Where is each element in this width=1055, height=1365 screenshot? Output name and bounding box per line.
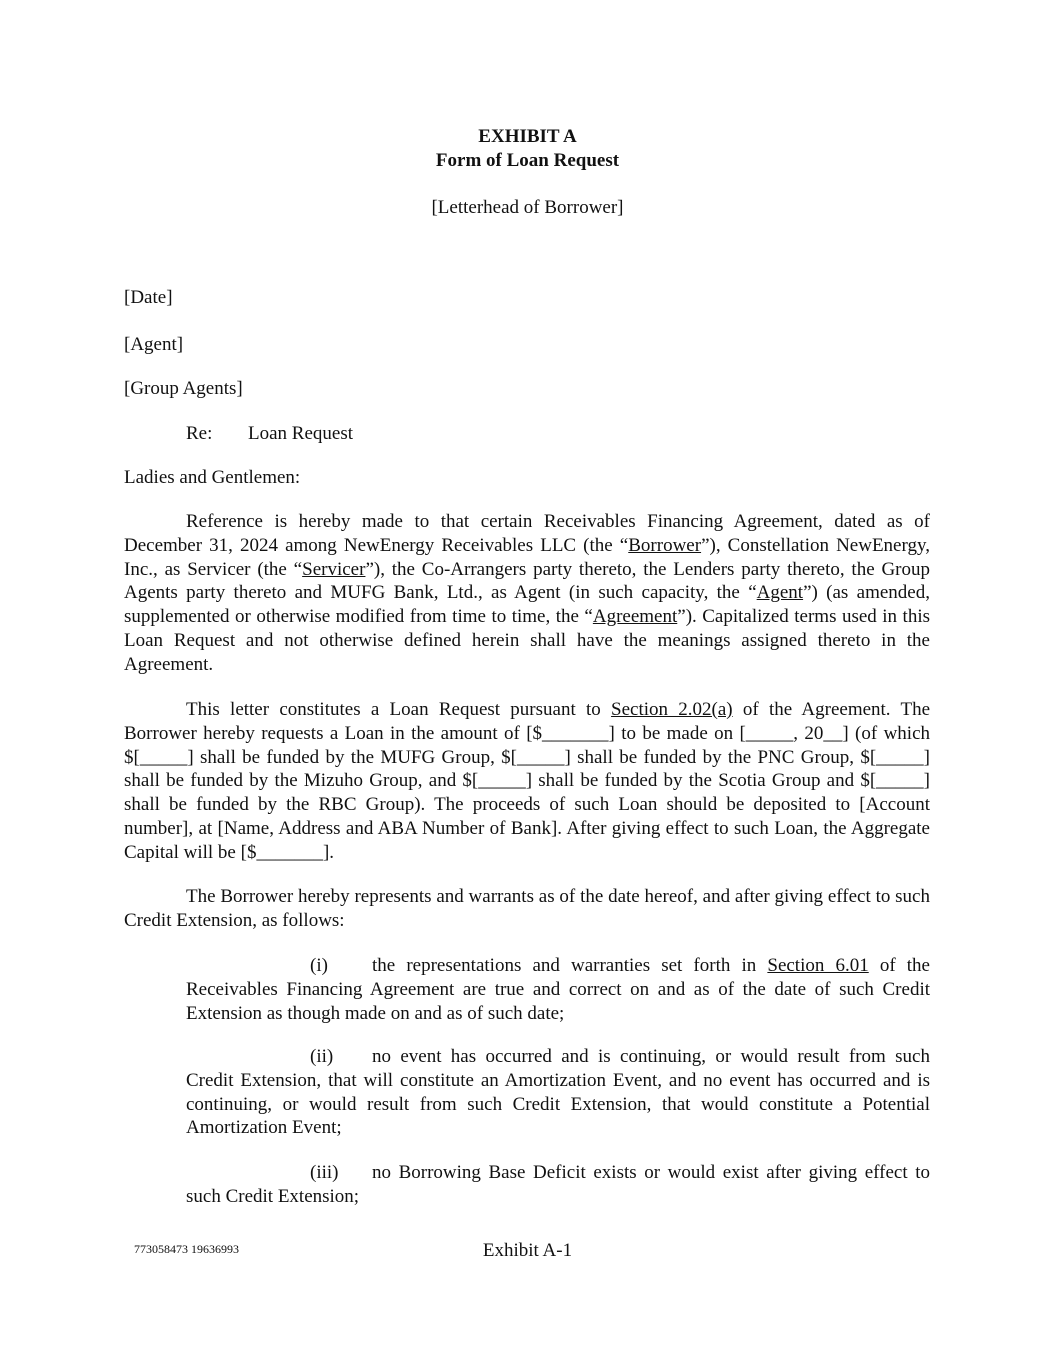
paragraph-representations: The Borrower hereby represents and warrants as of the date hereof, and after giving effect to such Credit Extension, as follows: [124,886,930,931]
salutation: Ladies and Gentlemen: [124,467,301,488]
re-label: Re: [186,423,213,444]
re-line [186,422,353,446]
p2-text-1: This letter constitutes a Loan Request pursuant to [186,699,612,720]
exhibit-heading [0,125,1055,173]
p2-text-2: of the Agreement. The Borrower hereby requests a Loan in the amount of [$_______] to be made on [_____, 20__] (of which $[_____] shall be funded by the MUFG Group, $[_____] shall be funded by the PNC Group, $[_____] shall be funded by the Mizuho Group, and $[_____] shall be funded by the Scotia Group and $[_____] shall be funded by the RBC Group). The proceeds of such Loan should be deposited to [Account number], at [Name, Address and ABA Number of Bank]. After giving effect to such Loan, the Aggregate Capital will be [$_______]. [124,699,931,863]
agent-placeholder: [Agent] [124,334,184,355]
section-ref-2-02a: Section 2.02(a) [611,699,733,720]
list-item-i [186,954,930,1025]
page-number: Exhibit A-1 [482,1240,573,1261]
paragraph-loan-request [124,698,930,865]
list-item-iii [186,1161,930,1209]
p1-text-5: ”). Capitalized terms used in this Loan Request and not otherwise defined herein shall have the meanings assigned thereto in the Agreement. [124,606,930,675]
defined-term-servicer: Servicer [302,558,366,580]
p1-text-1: Reference is hereby made to that certain Receivables Financing Agreement, dated as of December 31, 2024 among NewEnergy Receivables LLC (the “ [124,511,930,556]
item-i-text-1: the representations and warranties set forth in [372,955,768,976]
p1-text-2: ”), Constellation NewEnergy, Inc., as Servicer (the “ [124,534,930,580]
document-code: 773058473 19636993 [134,1242,239,1256]
item-ii-number: (ii) [310,1046,334,1067]
re-subject: Loan Request [248,423,354,444]
p1-text-4: ”) (as amended, supplemented or otherwise modified from time to time, the “ [124,582,930,628]
paragraph-reference [124,510,930,677]
list-item-ii [186,1045,930,1140]
item-iii-number: (iii) [310,1162,339,1183]
defined-term-borrower: Borrower [628,534,702,556]
p1-text-3: ”), the Co-Arrangers party thereto, the Lenders party thereto, the Group Agents party thereto and MUFG Bank, Ltd., as Agent (in such capacity, the “ [124,558,931,604]
item-i-text-2: of the Receivables Financing Agreement are true and correct on and as of the date of such Credit Extension as though made on and as of such date; [186,955,930,1024]
date-placeholder: [Date] [124,287,173,308]
item-i-number: (i) [310,955,328,976]
defined-term-agent: Agent [756,582,804,604]
form-title: Form of Loan Request [435,150,620,171]
item-ii-text: no event has occurred and is continuing, or would result from such Credit Extension, that will constitute an Amortization Event, and no event has occurred and is continuing, or would result from such Credit Extension, that would constitute a Potential Amortization Event; [186,1046,930,1139]
letterhead-placeholder: [Letterhead of Borrower] [431,197,624,218]
section-ref-6-01: Section 6.01 [767,955,869,976]
group-agents-placeholder: [Group Agents] [124,378,243,399]
exhibit-label: EXHIBIT A [478,126,577,147]
item-iii-text: no Borrowing Base Deficit exists or would exist after giving effect to such Credit Extension; [186,1162,930,1207]
defined-term-agreement: Agreement [592,606,678,628]
